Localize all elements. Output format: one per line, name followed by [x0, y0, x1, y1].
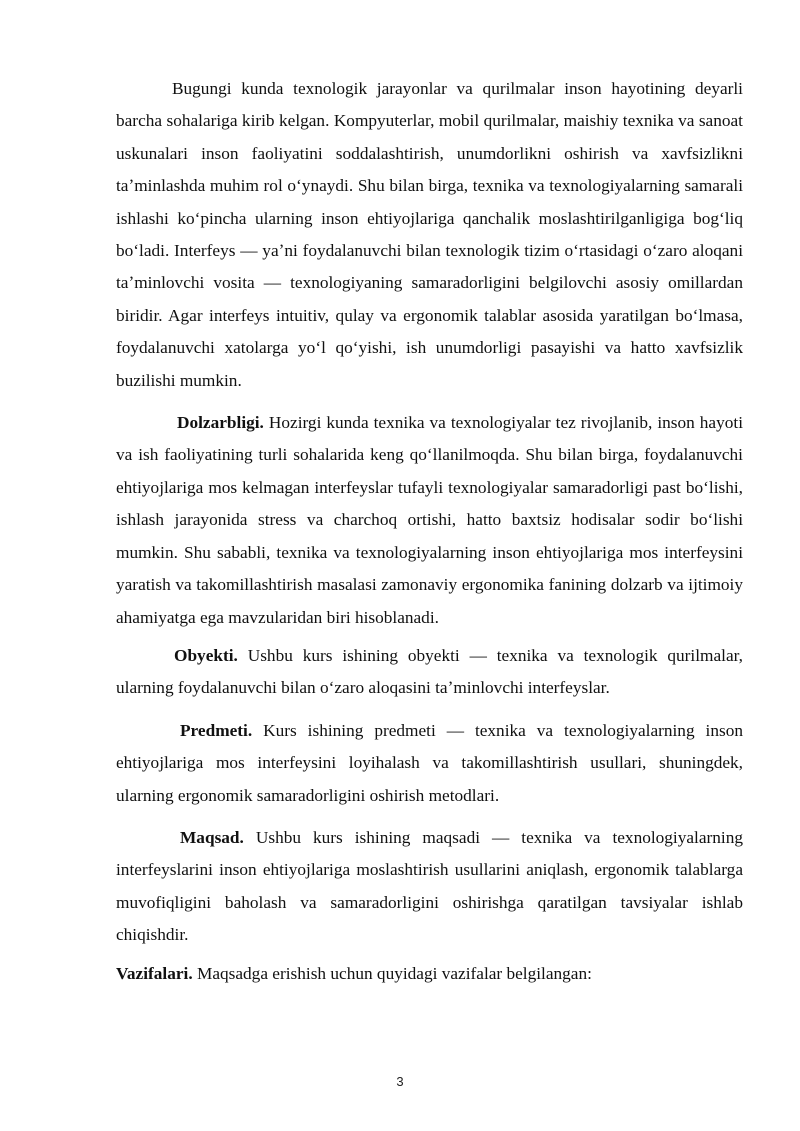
goal-text: Ushbu kurs ishining maqsadi — texnika va texnologiyalarning interfeyslarini inson ehtiyojlariga moslashtirish usullarini aniqlash, ergonomik talablarga muvofiqligini baholash va samaradorligini oshirishga qaratilgan tavsiyalar ishlab chiqishdir. — [116, 827, 743, 945]
page-number: 3 — [396, 1074, 404, 1089]
subject-text: Kurs ishining predmeti — texnika va texnologiyalarning inson ehtiyojlariga mos interfeysini loyihalash va takomillashtirish usullari, shuningdek, ularning ergonomik samaradorligini oshirish metodlari. — [116, 720, 743, 805]
object-text: Ushbu kurs ishining obyekti — texnika va texnologik qurilmalar, ularning foydalanuvchi bilan oʻzaro aloqasini taʼminlovchi interfeyslar. — [116, 645, 743, 698]
relevance-heading: Dolzarbligi. — [177, 413, 264, 433]
object-paragraph — [116, 640, 743, 705]
intro-paragraph: Bugungi kunda texnologik jarayonlar va qurilmalar inson hayotining deyarli barcha sohalariga kirib kelgan. Kompyuterlar, mobil qurilmalar, maishiy texnika va sanoat uskunalari inson faoliyatini soddalashtirish, unumdorlikni oshirish va xavfsizlikni taʼminlashda muhim rol oʻynaydi. Shu bilan birga, texnika va texnologiyalarning samarali ishlashi koʻpincha ularning inson ehtiyojlariga qanchalik moslashtirilganligiga bogʻliq boʻladi. Interfeys — yaʼni foydalanuvchi bilan texnologik tizim oʻrtasidagi oʻzaro aloqani taʼminlovchi vosita — texnologiyaning samaradorligini belgilovchi asosiy omillardan biridir. Agar interfeys intuitiv, qulay va ergonomik talablar asosida yaratilgan boʻlmasa, foydalanuvchi xatolarga yoʻl qoʻyishi, ish unumdorligi pasayishi va hatto xavfsizlik buzilishi mumkin. — [116, 79, 743, 390]
goal-paragraph — [116, 822, 743, 952]
tasks-heading: Vazifalari. — [116, 963, 193, 983]
subject-heading: Predmeti. — [180, 720, 253, 740]
subject-paragraph — [116, 715, 743, 812]
goal-heading: Maqsad. — [180, 827, 244, 847]
object-heading: Obyekti. — [174, 645, 238, 665]
tasks-text: Maqsadga erishish uchun quyidagi vazifalar belgilangan: — [192, 963, 592, 983]
tasks-paragraph — [116, 958, 743, 990]
relevance-text: Hozirgi kunda texnika va texnologiyalar tez rivojlanib, inson hayoti va ish faoliyatining turli sohalarida keng qoʻllanilmoqda. Shu bilan birga, foydalanuvchi ehtiyojlariga mos kelmagan interfeyslar tufayli texnologiyalar samaradorligi past boʻlishi, ishlash jarayonida stress va charchoq ortishi, hatto baxtsiz hodisalar sodir boʻlishi mumkin. Shu sababli, texnika va texnologiyalarning inson ehtiyojlariga mos interfeysini yaratish va takomillashtirish masalasi zamonaviy ergonomika fanining dolzarb va ijtimoiy ahamiyatga ega mavzularidan biri hisoblanadi. — [116, 413, 743, 627]
document-page — [116, 73, 743, 990]
relevance-paragraph — [116, 407, 743, 634]
